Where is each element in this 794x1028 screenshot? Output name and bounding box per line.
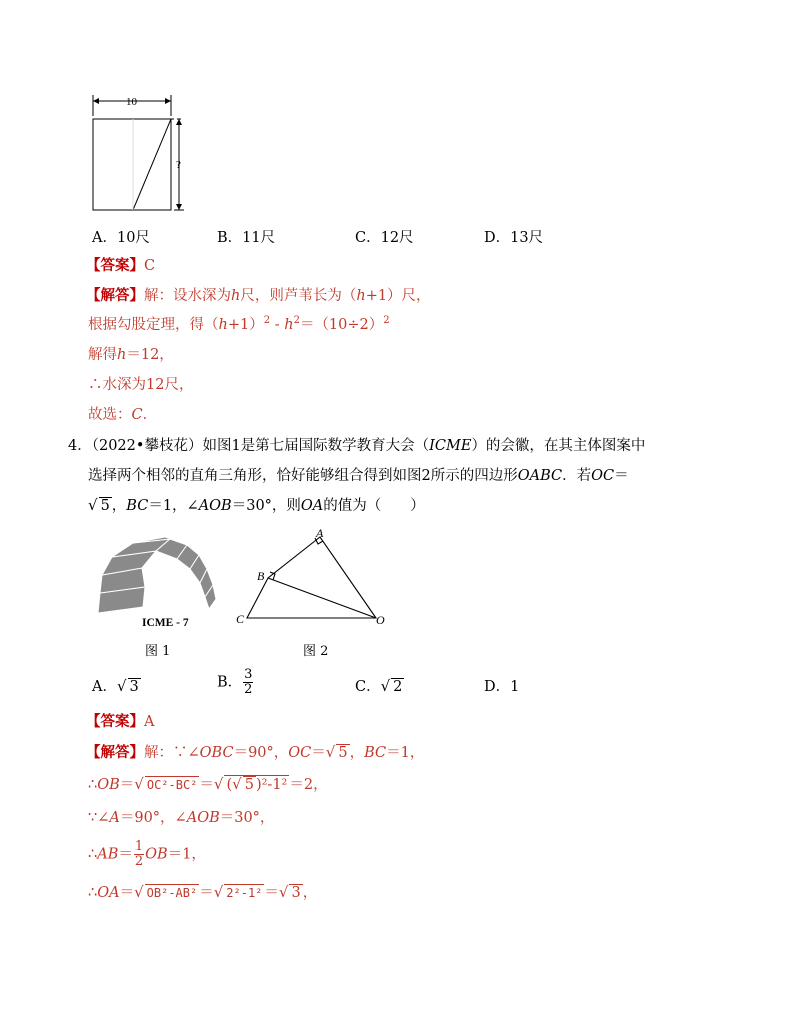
pond-rect	[93, 119, 171, 210]
q4-stem-line1: 4．（2022•攀枝花）如图1是第七届国际数学教育大会（ICME）的会徽，在其主体图案中	[68, 438, 646, 454]
height-label: ?	[176, 159, 181, 171]
q4-stem-line3: √ 5 ，BC＝1，∠AOB＝30°，则OA的值为（ ）	[88, 496, 425, 514]
q4-solution-line5: ∴OA＝√ OB²-AB² ＝√ 2²-1² ＝√ 3 ，	[88, 883, 318, 901]
width-label: 10	[126, 96, 137, 108]
quadrilateral-figure	[230, 524, 400, 634]
quadrilateral-oabc	[247, 537, 376, 618]
label-o: O	[376, 613, 385, 627]
label-a: A	[316, 526, 324, 540]
icme-logo-figure	[95, 535, 220, 631]
q4-solution-line4: ∴AB＝ $\frac{1}{2}$ OB＝1，	[88, 839, 206, 869]
label-b: B	[257, 569, 265, 583]
reed-line	[133, 119, 171, 210]
q3-solution-line4: ∴水深为12尺，	[88, 377, 194, 393]
q4-solution-line1: 【解答】解：∵∠OBC＝90°，OC＝√ 5 ，BC＝1，	[86, 743, 425, 761]
q3-option-a[interactable]: A．10尺	[92, 230, 150, 246]
q4-answer: 【答案】A	[86, 713, 155, 730]
pond-figure	[88, 92, 198, 216]
figure1-caption: 图 1	[145, 644, 171, 659]
q4-stem-line2: 选择两个相邻的直角三角形，恰好能够组合得到如图2所示的四边形OABC．若OC＝	[88, 468, 629, 484]
q4-option-b[interactable]: B． $\frac{3}{2}$	[217, 667, 253, 697]
q4-option-d[interactable]: D．1	[484, 679, 520, 695]
figure2-caption: 图 2	[303, 644, 329, 659]
q4-option-a[interactable]: A．√ 3	[92, 677, 139, 695]
q4-option-c[interactable]: C．√ 2	[355, 677, 403, 695]
label-c: C	[236, 612, 245, 626]
q3-option-c[interactable]: C．12尺	[355, 230, 414, 246]
q3-answer: 【答案】C	[86, 257, 156, 274]
q4-solution-line3: ∵∠A＝90°，∠AOB＝30°，	[88, 810, 275, 826]
q3-option-d[interactable]: D．13尺	[484, 230, 544, 246]
q3-solution-line2: 根据勾股定理，得$(h+1)^2 - h^2=(10\div 2)^2$	[88, 315, 390, 333]
q3-solution-line5: 故选：C．	[88, 407, 158, 423]
icme-logo-text: ICME - 7	[142, 617, 189, 629]
q3-solution-line3: 解得h＝12，	[88, 347, 174, 363]
segment-ob	[268, 578, 376, 618]
q3-option-b[interactable]: B．11尺	[217, 230, 276, 246]
q3-solution-line1: 【解答】解：设水深为h尺，则芦苇长为（h+1）尺，	[86, 287, 431, 304]
q4-solution-line2: ∴OB＝√ OC²-BC² ＝√ (√ 5 )²-1² ＝2，	[88, 775, 328, 793]
